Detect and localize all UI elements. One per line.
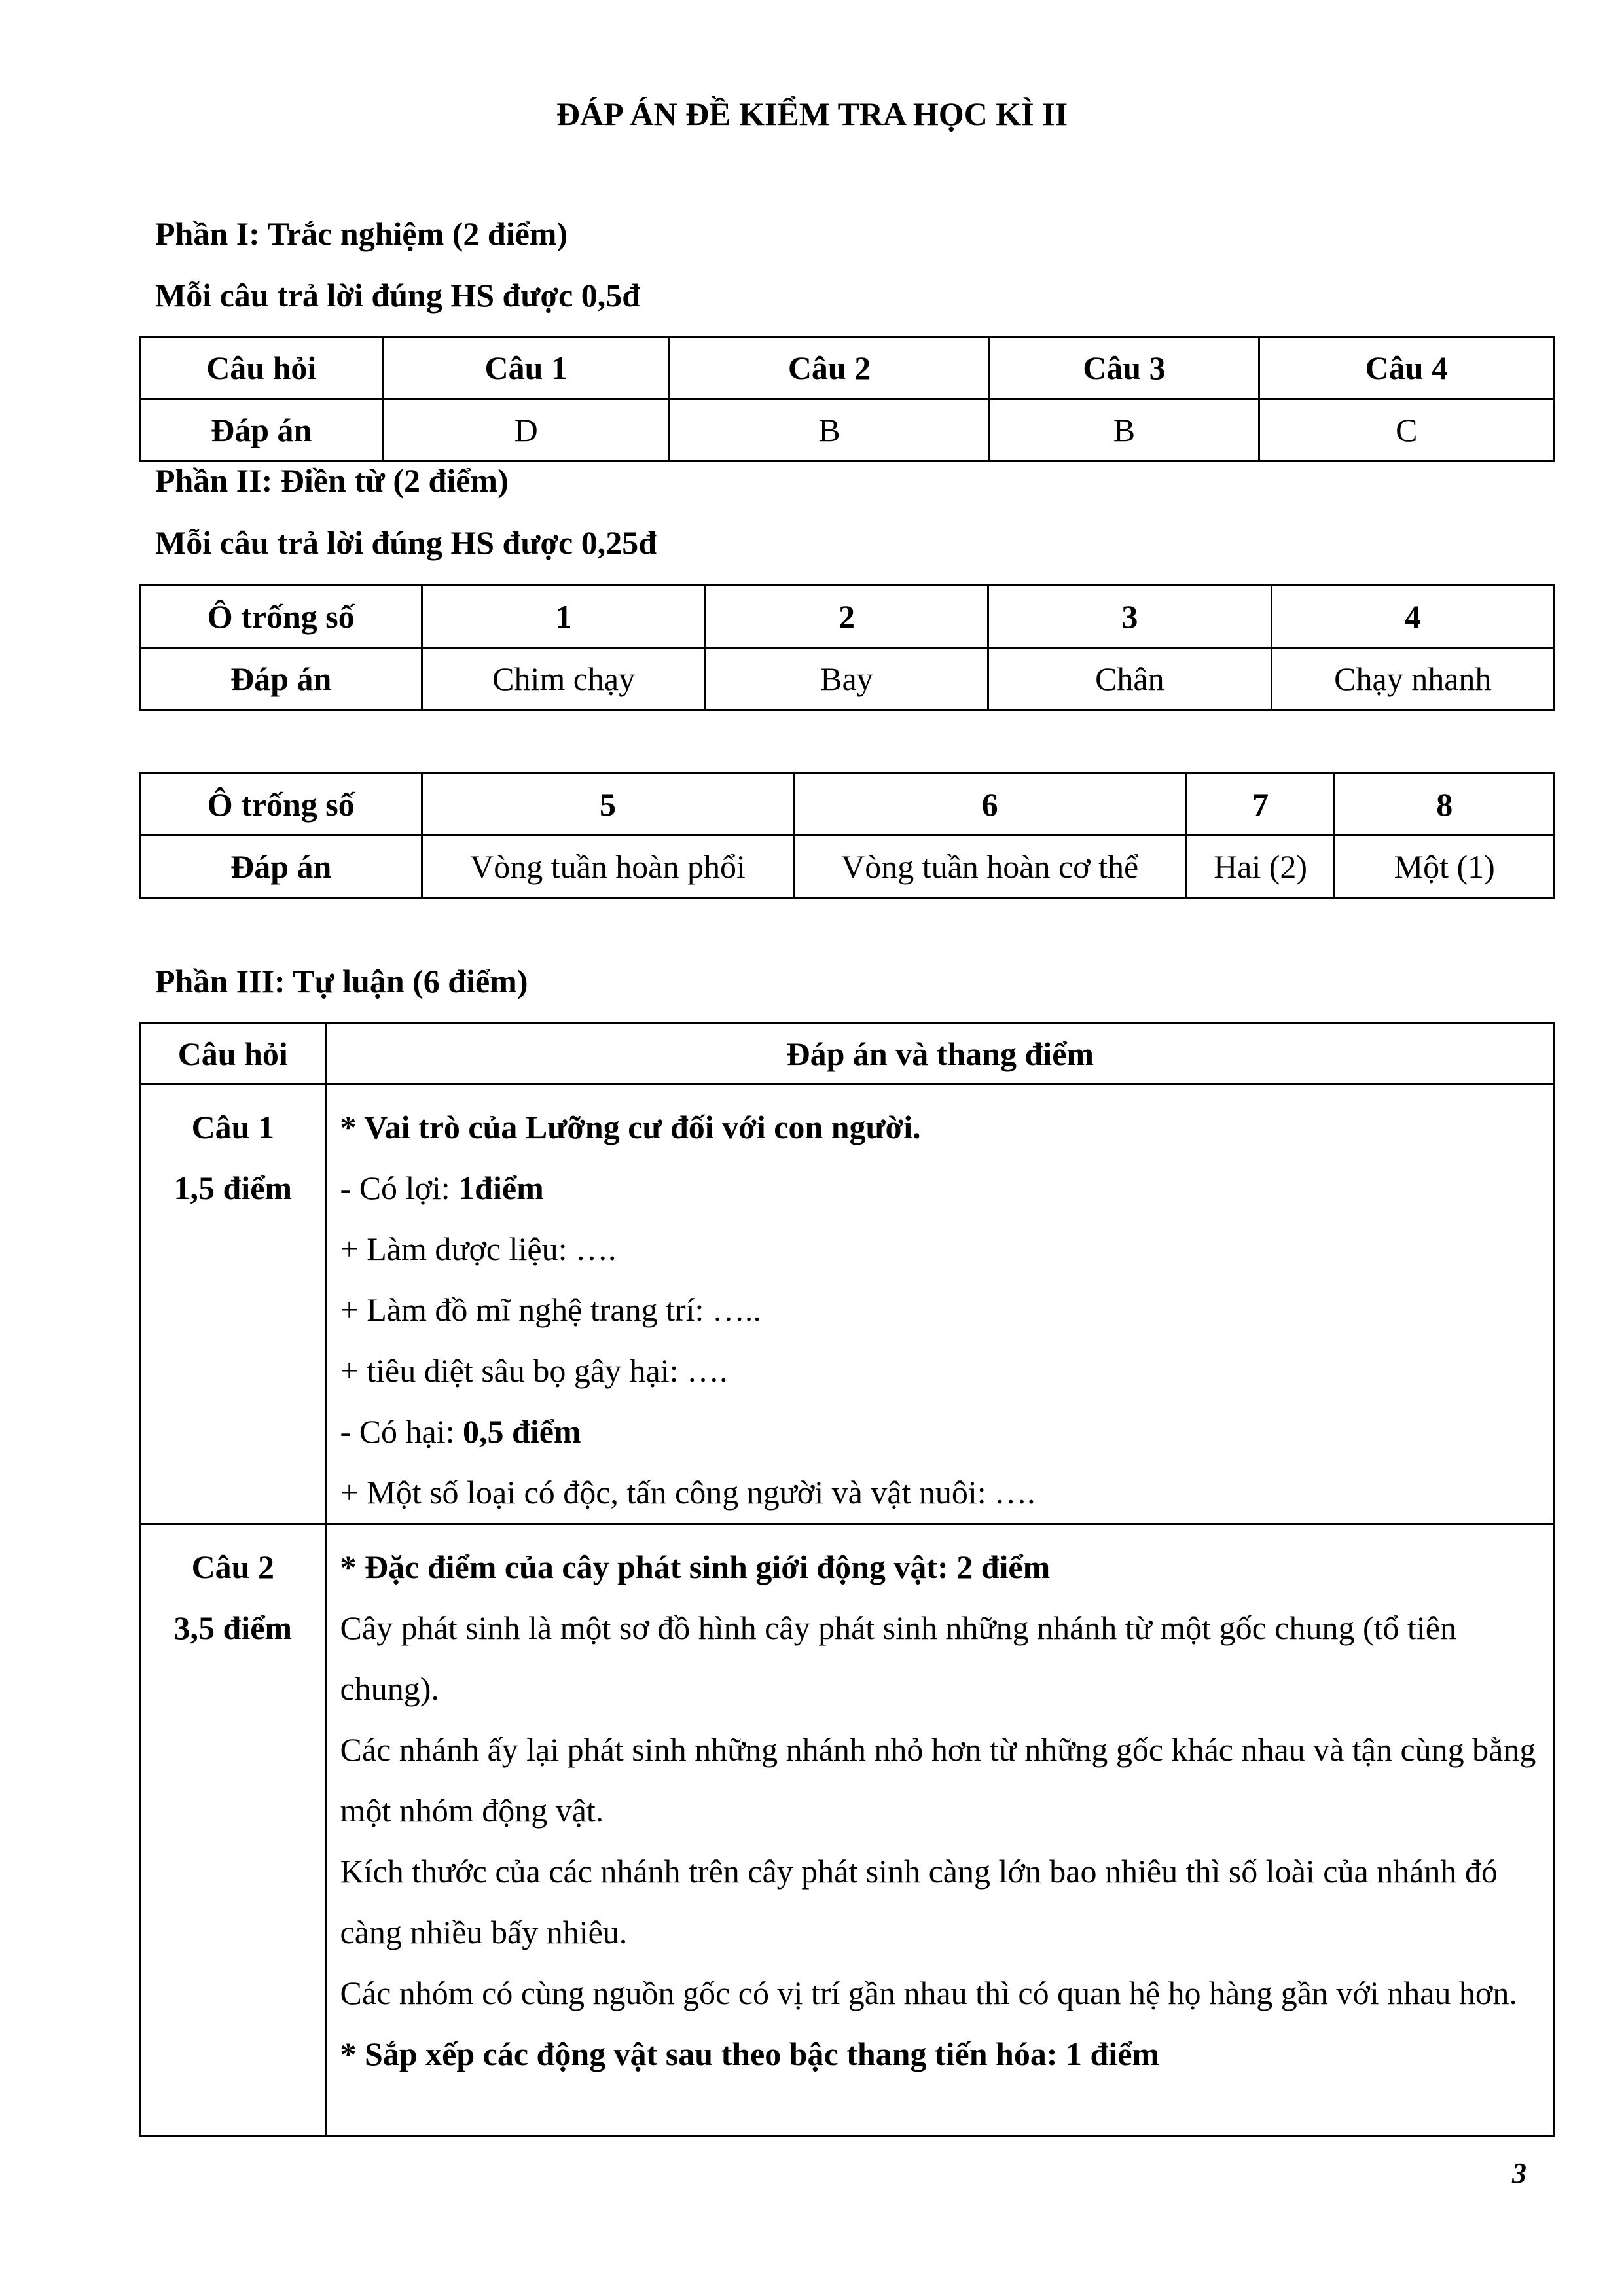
question-cell (140, 1524, 327, 2136)
table-cell: Đáp án (140, 399, 384, 461)
answer-paragraph: Các nhóm có cùng nguồn gốc có vị trí gần nhau thì có quan hệ họ hàng gần với nhau hơn. (340, 1975, 1517, 2011)
table-cell: Ô trống số (140, 586, 422, 648)
table-cell: 8 (1335, 774, 1555, 836)
part1-heading: Phần I: Trắc nghiệm (2 điểm) (155, 215, 568, 252)
table-cell: Chim chạy (422, 648, 705, 710)
page-title: ĐÁP ÁN ĐỀ KIỂM TRA HỌC KÌ II (556, 96, 1068, 132)
part2-heading: Phần II: Điền từ (2 điểm) (155, 462, 509, 499)
page-number: 3 (1512, 2157, 1526, 2189)
table-cell: 2 (705, 586, 988, 648)
question-cell (140, 1085, 327, 1524)
part2-answer-table-1 (139, 584, 1555, 711)
answer-paragraph: Cây phát sinh là một sơ đồ hình cây phát sinh những nhánh từ một gốc chung (tổ tiên chung). (340, 1609, 1456, 1707)
answer-subtitle: * Sắp xếp các động vật sau theo bậc thang tiến hóa: 1 điểm (340, 2036, 1160, 2072)
table-cell: Một (1) (1335, 836, 1555, 898)
table-header-row (140, 586, 1555, 648)
table-cell: 6 (793, 774, 1186, 836)
benefit-points: 1điểm (458, 1170, 544, 1206)
answer-paragraph: Kích thước của các nhánh trên cây phát sinh càng lớn bao nhiêu thì số loài của nhánh đó càng nhiều bấy nhiêu. (340, 1853, 1498, 1950)
table-cell: Vòng tuần hoàn cơ thể (793, 836, 1186, 898)
table-cell: 3 (988, 586, 1271, 648)
table-cell: Đáp án (140, 648, 422, 710)
table-cell: Hai (2) (1186, 836, 1335, 898)
harm-points: 0,5 điểm (463, 1413, 581, 1450)
table-row (140, 1524, 1555, 2136)
part1-note: Mỗi câu trả lời đúng HS được 0,5đ (155, 277, 641, 314)
question-points: 3,5 điểm (173, 1609, 293, 1646)
table-row (140, 1085, 1555, 1524)
table-row (140, 648, 1555, 710)
question-label: Câu 1 (191, 1109, 274, 1145)
table-cell: D (383, 399, 669, 461)
table-header-row (140, 774, 1555, 836)
table-cell: 4 (1271, 586, 1554, 648)
table-header-row (140, 337, 1555, 399)
table-cell: 5 (422, 774, 793, 836)
table-cell: B (990, 399, 1259, 461)
answer-cell (326, 1085, 1554, 1524)
table-row (140, 836, 1555, 898)
table-cell: Chạy nhanh (1271, 648, 1554, 710)
part2-answer-table-2 (139, 772, 1555, 899)
table-cell: Câu hỏi (140, 1024, 327, 1085)
table-cell: 1 (422, 586, 705, 648)
part3-heading: Phần III: Tự luận (6 điểm) (155, 963, 528, 999)
benefit-prefix: - Có lợi: (340, 1170, 459, 1206)
table-header-row (140, 1024, 1555, 1085)
table-cell: C (1259, 399, 1554, 461)
answer-paragraph: Các nhánh ấy lại phát sinh những nhánh nhỏ hơn từ những gốc khác nhau và tận cùng bằng một nhóm động vật. (340, 1731, 1536, 1829)
table-cell: Đáp án và thang điểm (326, 1024, 1554, 1085)
table-cell: B (669, 399, 989, 461)
table-cell: Vòng tuần hoàn phổi (422, 836, 793, 898)
table-cell: Câu 3 (990, 337, 1259, 399)
table-cell: Ô trống số (140, 774, 422, 836)
question-label: Câu 2 (191, 1549, 274, 1585)
table-cell: Chân (988, 648, 1271, 710)
part1-answer-table (139, 336, 1555, 462)
table-cell: Câu 1 (383, 337, 669, 399)
answer-title: * Vai trò của Lưỡng cư đối với con người. (340, 1109, 921, 1145)
table-cell: Câu hỏi (140, 337, 384, 399)
answer-line: + Làm dược liệu: …. (340, 1230, 617, 1267)
answer-line (340, 1401, 1540, 1462)
table-cell: 7 (1186, 774, 1335, 836)
harm-prefix: - Có hại: (340, 1413, 463, 1450)
table-cell: Câu 2 (669, 337, 989, 399)
part3-essay-table (139, 1022, 1555, 2137)
part2-note: Mỗi câu trả lời đúng HS được 0,25đ (155, 524, 657, 561)
table-cell: Đáp án (140, 836, 422, 898)
answer-line: + tiêu diệt sâu bọ gây hại: …. (340, 1352, 728, 1389)
answer-title: * Đặc điểm của cây phát sinh giới động vật: 2 điểm (340, 1549, 1051, 1585)
answer-line (340, 1158, 1540, 1219)
answer-line: + Làm đồ mĩ nghệ trang trí: ….. (340, 1291, 761, 1328)
answer-line: + Một số loại có độc, tấn công người và vật nuôi: …. (340, 1474, 1036, 1511)
question-points: 1,5 điểm (173, 1170, 293, 1206)
table-cell: Câu 4 (1259, 337, 1554, 399)
table-row (140, 399, 1555, 461)
answer-cell (326, 1524, 1554, 2136)
table-cell: Bay (705, 648, 988, 710)
